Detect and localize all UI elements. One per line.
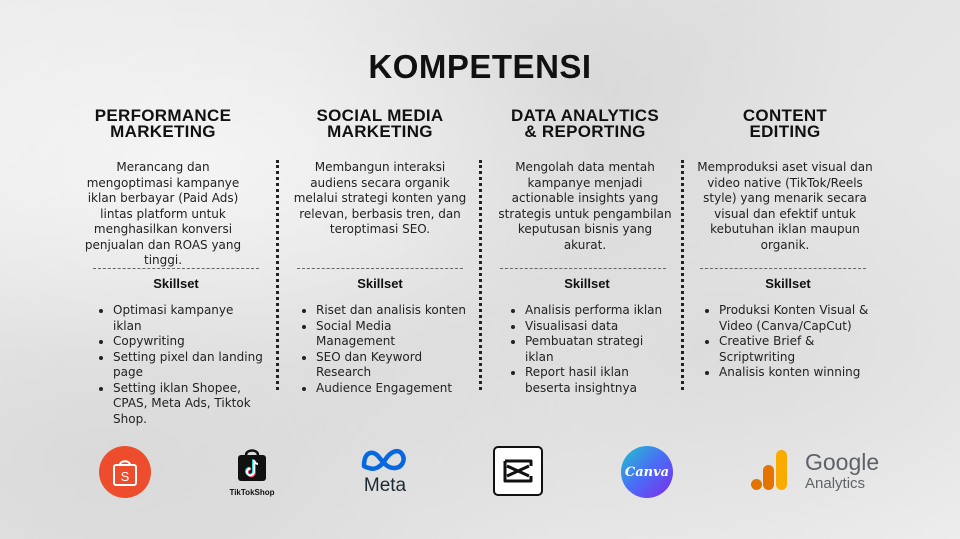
tiktok-shop-label: TikTokShop	[229, 488, 275, 497]
shopee-logo	[99, 446, 151, 498]
skill-item: • Social Media Management	[316, 319, 466, 350]
column-title	[73, 108, 253, 142]
skill-item: • Copywriting	[113, 334, 263, 350]
dashed-separator	[93, 268, 259, 269]
column-title-line2: MARKETING	[110, 122, 216, 141]
column-title-line1: SOCIAL MEDIA	[316, 106, 444, 125]
skill-item: • Report hasil iklan beserta insightnya	[525, 365, 675, 396]
ga-analytics-label: Analytics	[805, 475, 866, 492]
tiktok-bag-icon	[234, 446, 270, 482]
column-title-line2: & REPORTING	[524, 122, 646, 141]
competency-social-media-marketing	[290, 108, 470, 238]
skill-item: • Setting iklan Shopee, CPAS, Meta Ads, Tiktok Shop.	[113, 381, 263, 428]
capcut-logo	[493, 446, 543, 496]
skill-item: • Pembuatan strategi iklan	[525, 334, 675, 365]
skill-item: • Setting pixel dan landing page	[113, 350, 263, 381]
skill-item: • Creative Brief & Scriptwriting	[719, 334, 869, 365]
meta-label: Meta	[363, 475, 407, 496]
column-title	[290, 108, 470, 142]
canva-logo	[621, 446, 673, 498]
skillset-label: Skillset	[564, 276, 610, 291]
skill-item: • Analisis konten winning	[719, 365, 869, 381]
column-description: Membangun interaksi audiens secara organik melalui strategi konten yang relevan, berbasis tren, dan teroptimasi SEO.	[293, 160, 467, 236]
capcut-icon	[495, 448, 541, 494]
competency-data-analytics	[495, 108, 675, 253]
skill-list	[509, 303, 675, 396]
skill-list	[300, 303, 466, 396]
skill-item: • SEO dan Keyword Research	[316, 350, 466, 381]
ga-google-label: Google	[805, 449, 880, 475]
skill-list	[97, 303, 263, 427]
column-title	[695, 108, 875, 142]
column-title-line2: MARKETING	[327, 122, 433, 141]
skill-item: • Analisis performa iklan	[525, 303, 675, 319]
column-divider	[681, 160, 684, 390]
skill-item: • Optimasi kampanye iklan	[113, 303, 263, 334]
skillset-label: Skillset	[357, 276, 403, 291]
meta-infinity-icon	[358, 446, 412, 474]
canva-label: Canva	[624, 464, 670, 480]
google-analytics-wordmark	[805, 450, 879, 493]
dashed-separator	[700, 268, 866, 269]
competency-performance-marketing	[73, 108, 253, 269]
shopee-letter: S	[120, 469, 130, 484]
page-title: KOMPETENSI	[368, 48, 592, 85]
dashed-separator	[297, 268, 463, 269]
dashed-separator	[500, 268, 666, 269]
skill-item: • Riset dan analisis konten	[316, 303, 466, 319]
skill-list	[703, 303, 869, 381]
column-title-line1: PERFORMANCE	[94, 106, 232, 125]
google-analytics-logo	[750, 448, 890, 498]
column-title-line2: EDITING	[749, 122, 821, 141]
analytics-bars-icon	[750, 448, 790, 492]
column-divider	[479, 160, 482, 390]
skillset-label: Skillset	[153, 276, 199, 291]
skill-item: • Audience Engagement	[316, 381, 466, 397]
shopping-bag-icon	[111, 457, 139, 487]
column-description: Mengolah data mentah kampanye menjadi actionable insights yang strategis untuk pengambilan keputusan bisnis yang akurat.	[498, 160, 672, 252]
skill-item: • Visualisasi data	[525, 319, 675, 335]
column-title	[495, 108, 675, 142]
column-title-line1: DATA ANALYTICS	[510, 106, 660, 125]
column-description: Memproduksi aset visual dan video native (TikTok/Reels style) yang menarik secara visual dan efektif untuk kebutuhan iklan maupun organik.	[697, 160, 873, 252]
column-description: Merancang dan mengoptimasi kampanye iklan berbayar (Paid Ads) lintas platform untuk menghasilkan konversi penjualan dan ROAS yang tinggi.	[84, 160, 242, 267]
competency-content-editing	[695, 108, 875, 253]
column-title-line1: CONTENT	[742, 106, 828, 125]
meta-logo	[355, 446, 415, 498]
column-divider	[276, 160, 279, 390]
tiktok-shop-logo	[224, 446, 280, 496]
skillset-label: Skillset	[765, 276, 811, 291]
skill-item: • Produksi Konten Visual & Video (Canva/CapCut)	[719, 303, 869, 334]
